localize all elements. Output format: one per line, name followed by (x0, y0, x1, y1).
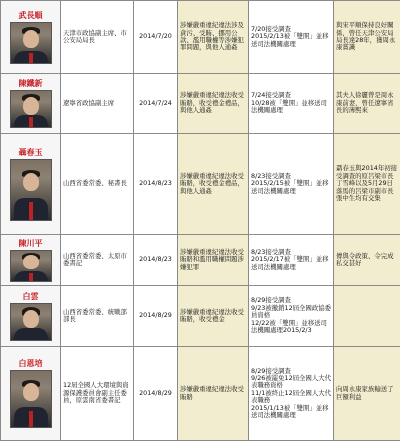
date-cell: 2014/8/29 (134, 286, 178, 347)
process-cell: 7/20接受調查 2015/2/13被「雙開」並移送司法機關處理 (249, 1, 334, 74)
person-cell (1, 235, 61, 286)
allegation-cell: 涉嫌嚴重違紀違法收受賄賂，收受禮金 (178, 286, 249, 347)
remark-cell: 與宋平順保持良好關係，曾任天津公安局局長達28年，獲周永康賞識 (334, 1, 400, 74)
position-cell: 12屆全國人大環境與資源保護委員會副主任委員，原雲南省委書記 (61, 347, 134, 441)
remark-cell: 聶春玉與2014年初接受調查的原呂梁市長丁雪峰以及5月29日落馬的呂梁市副市長張中生均有交集 (334, 134, 400, 235)
allegation-cell: 涉嫌嚴重違紀違法收受賄賂，收受禮金禮品，與他人通姦 (178, 134, 249, 235)
allegation-cell: 涉嫌嚴重違紀違法收受賄賂，收受禮金禮品，與他人通姦 (178, 74, 249, 134)
table-row (1, 1, 400, 74)
allegation-cell: 涉嫌嚴重違紀違法涉及貪污、受賄、挪用公款、濫用職權等涉嫌犯罪問題，與他人通姦 (178, 1, 249, 74)
table-row (1, 347, 400, 441)
remark-cell: 傳與令政策、令完成私交甚好 (334, 235, 400, 286)
process-cell: 8/29接受調查 9/23被撤銷12屆全國政協委員資格 12/22被「雙開」並移送司法機關處理2015/2/3 (249, 286, 334, 347)
process-cell: 7/24接受調查 10/28被「雙開」並移送司法機關處理 (249, 74, 334, 134)
person-cell (1, 347, 61, 441)
date-cell: 2014/8/23 (134, 134, 178, 235)
date-cell: 2014/8/29 (134, 347, 178, 441)
person-photo (10, 370, 52, 428)
process-cell: 8/29接受調查 9/26被罷免12屆全國人大代表職務資格 11/1被終止12屆全國人大代表職務 2015/1/13被「雙開」並移送司法機關處理 (249, 347, 334, 441)
person-name: 武長順 (18, 10, 43, 20)
remark-cell (334, 286, 400, 347)
table-row (1, 235, 400, 286)
table-row (1, 286, 400, 347)
person-photo (10, 22, 52, 64)
person-cell (1, 134, 61, 235)
remark-cell: 向周永康家族輸送了巨額利益 (334, 347, 400, 441)
date-cell: 2014/7/24 (134, 74, 178, 134)
process-cell: 8/23接受調查 2015/2/15被「雙開」並移送司法機關處理 (249, 134, 334, 235)
table-row (1, 74, 400, 134)
person-name: 白雲 (22, 291, 39, 301)
date-cell: 2014/7/20 (134, 1, 178, 74)
position-cell: 山西省委常委、統戰部部長 (61, 286, 134, 347)
person-name: 聶春玉 (18, 147, 43, 157)
person-cell (1, 74, 61, 134)
allegation-cell: 涉嫌嚴重違紀違法收受賄賂 (178, 347, 249, 441)
position-cell: 天津市政協副主席、市公安局局長 (61, 1, 134, 74)
position-cell: 山西省委常委、秘書長 (61, 134, 134, 235)
position-cell: 遼寧省政協副主席 (61, 74, 134, 134)
allegation-cell: 涉嫌嚴重違紀違法收受賄賂和濫用職權問題涉嫌犯罪 (178, 235, 249, 286)
position-cell: 山西省委常委、太原市委書記 (61, 235, 134, 286)
date-cell: 2014/8/23 (134, 235, 178, 286)
person-cell (1, 286, 61, 347)
remark-cell: 其夫人徐麗曾是周永康前妻，曾任遼寧省長的薄熙來 (334, 74, 400, 134)
process-cell: 8/23接受調查 2015/2/17被「雙開」並移送司法機關處理 (249, 235, 334, 286)
table-row (1, 134, 400, 235)
person-name: 陳鐵新 (18, 79, 43, 88)
person-photo (10, 303, 52, 341)
person-photo (10, 250, 52, 282)
person-cell (1, 1, 61, 74)
person-name: 陳川平 (18, 238, 43, 248)
person-photo (10, 159, 52, 221)
person-photo (10, 90, 52, 128)
person-name: 白恩培 (18, 359, 43, 368)
